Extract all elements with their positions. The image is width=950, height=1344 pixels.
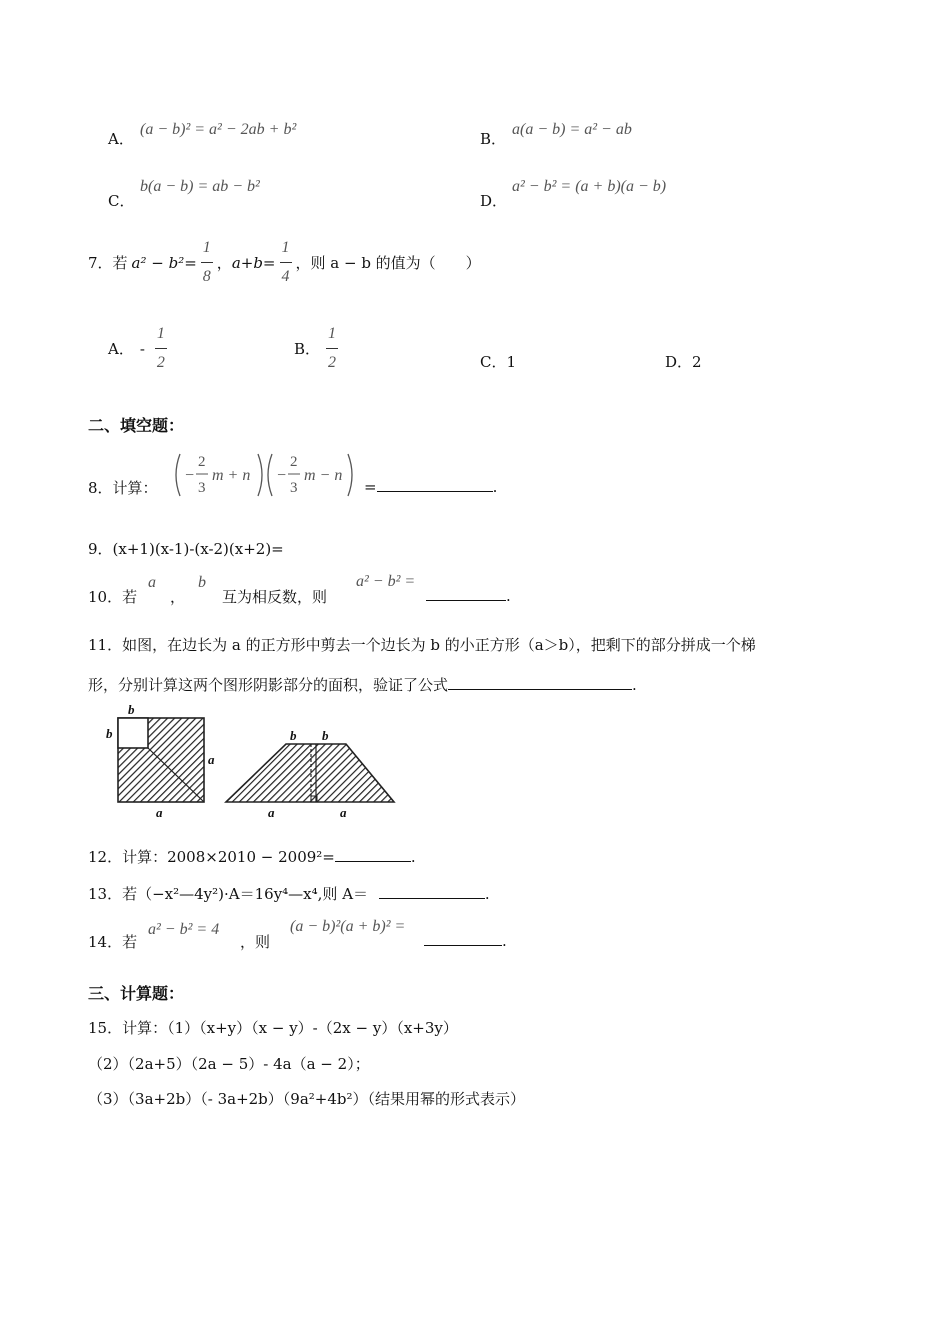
- q14-condition: a² − b² = 4: [148, 921, 220, 938]
- q8-expr-paren-group-2: [268, 454, 352, 496]
- q10-expr: a² − b² =: [356, 573, 416, 590]
- q7-option-a-letter: A．: [108, 340, 134, 358]
- q11-line2: [88, 674, 637, 695]
- q10-var-a: a: [148, 574, 156, 591]
- q12-text: 12．计算：2008×2010 − 2009²=: [88, 848, 335, 866]
- q8-end: .: [492, 478, 498, 496]
- q7-frac1: [201, 240, 213, 285]
- q15-line2: （2）（2a+5）（2a − 5）- 4a（a − 2）；: [88, 1055, 370, 1073]
- q7-option-a-sign: -: [139, 339, 145, 358]
- q7-option-c: C．1: [480, 353, 517, 371]
- q6-option-a: [108, 128, 134, 149]
- q6-option-a-letter: A．: [108, 130, 134, 148]
- q13: [88, 883, 490, 904]
- q8-equals: =: [364, 478, 377, 496]
- q11-end: .: [632, 676, 637, 694]
- svg-text:2: 2: [198, 454, 206, 470]
- q7-option-b-num: 1: [326, 326, 338, 349]
- q6-option-d-formula: a² − b² = (a + b)(a − b): [512, 178, 667, 195]
- q14-mid: ，则: [240, 933, 271, 951]
- q6-option-c: [108, 190, 134, 211]
- q11-label-b-top: b: [128, 702, 135, 717]
- q11-label-ta1: a: [268, 805, 275, 820]
- q11-label-tb1: b: [290, 728, 297, 743]
- q15-line3: （3）（3a+2b）（- 3a+2b）（9a²+4b²）（结果用幂的形式表示）: [88, 1090, 526, 1108]
- q10-blank[interactable]: [426, 586, 506, 601]
- q8-expr-paren-group-1: [176, 454, 262, 496]
- q6-option-c-letter: C．: [108, 192, 135, 210]
- q7-option-b-frac: [326, 326, 338, 371]
- q6-option-d-letter: D．: [480, 192, 508, 210]
- q6-option-b-formula: a(a − b) = a² − ab: [512, 121, 632, 138]
- q11-label-ta2: a: [340, 805, 347, 820]
- q13-end: .: [484, 885, 490, 903]
- q6-option-b-letter: B．: [480, 130, 507, 148]
- q8-expression: [170, 450, 360, 500]
- q7-option-d: D．2: [665, 353, 702, 371]
- q7-frac1-num: 1: [201, 240, 213, 263]
- q7-option-b: [294, 326, 338, 371]
- svg-text:3: 3: [198, 480, 206, 496]
- q7-number: 7．若: [88, 254, 128, 272]
- q14-label: 14．若: [88, 933, 138, 951]
- q6-option-d: [480, 190, 507, 211]
- svg-text:m + n: m + n: [212, 467, 251, 484]
- q7-frac2-den: 4: [281, 268, 290, 285]
- svg-text:2: 2: [290, 454, 298, 470]
- q10-answer: [426, 586, 511, 605]
- q6-option-c-formula: b(a − b) = ab − b²: [140, 178, 260, 195]
- q7-frac1-den: 8: [202, 268, 211, 285]
- q10-mid: 互为相反数，则: [222, 588, 328, 606]
- section-fill-in-title: 二、填空题：: [88, 416, 185, 435]
- q12-blank[interactable]: [335, 847, 411, 862]
- q8-answer: [364, 477, 497, 496]
- svg-text:3: 3: [290, 480, 298, 496]
- q11-label-tb2: b: [322, 728, 329, 743]
- q6-option-a-formula: (a − b)² = a² − 2ab + b²: [140, 121, 297, 138]
- svg-text:m − n: m − n: [304, 467, 343, 484]
- q7-frac2: [280, 240, 292, 285]
- q14-answer: [424, 931, 507, 950]
- q11-blank[interactable]: [448, 675, 632, 690]
- q7-option-a-num: 1: [155, 326, 167, 349]
- q7-tail: ，则 a − b 的值为（ ）: [295, 254, 481, 272]
- q15-line1: 15．计算：（1）（x+y）（x − y）-（2x − y）（x+3y）: [88, 1019, 458, 1037]
- q11-label-a-bottom: a: [156, 805, 163, 820]
- q13-blank[interactable]: [379, 884, 485, 899]
- q14-end: .: [502, 932, 507, 950]
- q10-var-b: b: [198, 574, 206, 591]
- q11-line1: 11．如图，在边长为 a 的正方形中剪去一个边长为 b 的小正方形（a＞b），把剩下的部分拼成一个梯: [88, 636, 756, 654]
- q12-end: .: [410, 848, 416, 866]
- q7-option-a-den: 2: [156, 354, 165, 371]
- q10-end: .: [506, 587, 511, 605]
- q11-figure: [100, 700, 400, 822]
- q7-option-a-frac: [155, 326, 167, 371]
- q11-line2-text: 形，分别计算这两个图形阴影部分的面积，验证了公式: [88, 676, 449, 694]
- q8-label: 8．计算：: [88, 479, 158, 497]
- q10-label: 10．若: [88, 588, 138, 606]
- q11-label-a-right: a: [208, 752, 215, 767]
- q7-option-a: [108, 326, 167, 371]
- q7-option-b-den: 2: [328, 354, 337, 371]
- q7-frac2-num: 1: [280, 240, 292, 263]
- q8-blank[interactable]: [377, 477, 493, 492]
- q7-option-b-letter: B．: [294, 340, 321, 358]
- q7-stem: [88, 240, 481, 285]
- section-calc-title: 三、计算题：: [88, 984, 185, 1003]
- svg-text:−: −: [276, 467, 287, 484]
- q10-comma: ，: [170, 588, 186, 606]
- q13-text: 13．若（−x²—4y²)·A＝16y⁴—x⁴,则 A＝: [88, 885, 369, 903]
- q14-blank[interactable]: [424, 931, 502, 946]
- q12: [88, 846, 416, 867]
- q7-sep: ，: [216, 254, 232, 272]
- q11-label-b-left: b: [106, 726, 113, 741]
- q11-trapezoid-figure: [226, 728, 394, 820]
- q6-option-b: [480, 128, 506, 149]
- q7-expr2: a+b=: [231, 253, 276, 272]
- svg-text:−: −: [184, 467, 195, 484]
- q7-expr1: a² − b²=: [131, 253, 197, 272]
- q14-expr: (a − b)²(a + b)² =: [290, 918, 406, 935]
- q9-text: 9．(x+1)(x-1)-(x-2)(x+2)=: [88, 540, 284, 558]
- q11-square-figure: [106, 702, 215, 820]
